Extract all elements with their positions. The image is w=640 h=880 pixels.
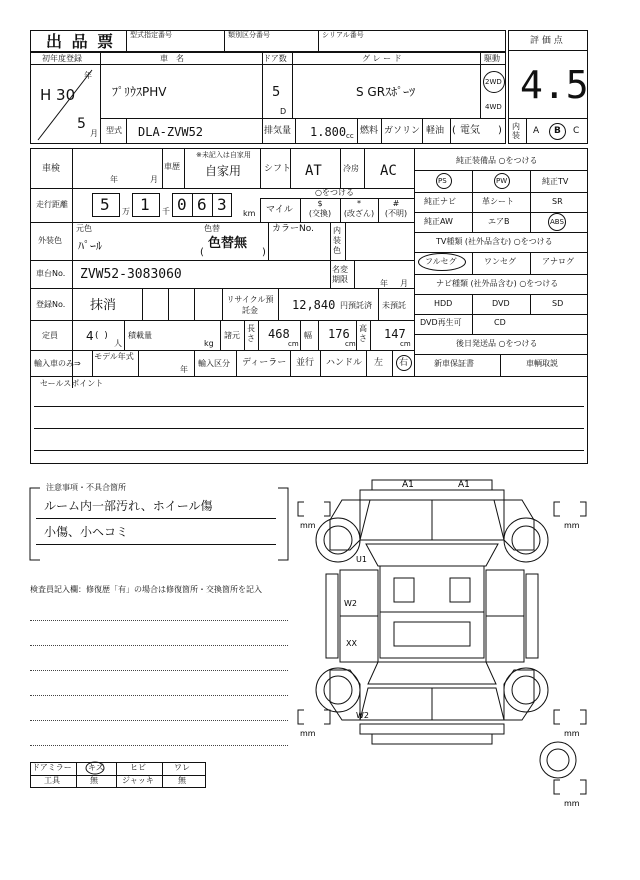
mileage-digit-1: 5 xyxy=(100,195,110,214)
mile-label: マイル xyxy=(266,205,293,215)
mirror-crack: ヒビ xyxy=(130,763,146,772)
shift-label: シフト xyxy=(264,164,292,174)
tamper-symbol: * xyxy=(357,199,361,208)
flaw-circle-mark xyxy=(84,761,106,775)
int-color-label: 内装色 xyxy=(333,226,341,255)
height-unit: cm xyxy=(400,340,411,348)
interior-a: A xyxy=(533,126,540,136)
dims-label: 諸元 xyxy=(224,331,240,340)
equip-aw: 純正AW xyxy=(424,217,453,226)
length-unit: cm xyxy=(288,340,299,348)
month-unit: 月 xyxy=(90,129,98,138)
interior-b: B xyxy=(554,126,561,136)
mm-front-right: mm xyxy=(564,521,580,530)
drive-2wd: 2WD xyxy=(485,78,502,86)
door-type: D xyxy=(280,107,287,116)
mileage-man-unit: 万 xyxy=(122,207,130,216)
model-code: DLA-ZVW52 xyxy=(138,125,204,139)
handle-label: ハンドル xyxy=(326,358,363,368)
mark-u1: U1 xyxy=(356,555,367,564)
fuel-electric: 電気 xyxy=(460,125,480,136)
equip-tv: 純正TV xyxy=(542,177,569,186)
fuel-gasoline: ガソリン xyxy=(384,126,421,136)
mileage-digit-5: 3 xyxy=(217,195,227,214)
color-change-value: 色替無 xyxy=(208,236,248,251)
recycle-unit: 円預託済 xyxy=(340,301,372,310)
length-value: 468 xyxy=(268,327,290,341)
equipment-title: 純正装備品 ○をつける xyxy=(456,156,538,165)
first-reg-label: 初年度登録 xyxy=(42,54,82,63)
sales-point-label: セールスポイント xyxy=(40,379,104,388)
category-label: 類別区分番号 xyxy=(228,31,270,39)
score-label: 評 価 点 xyxy=(530,36,563,46)
name-change-label: 名変期限 xyxy=(332,265,348,284)
mileage-digit-4: 6 xyxy=(197,195,207,214)
tv-analog: アナログ xyxy=(542,257,574,266)
chassis-label: 車台No. xyxy=(36,269,66,278)
doors-label: ドア数 xyxy=(263,54,287,63)
recycle-label: リサイクル預託金 xyxy=(226,295,274,315)
mark-a1-left: A1 xyxy=(402,480,414,490)
cc-unit: cc xyxy=(346,132,354,140)
swap-label: (交換) xyxy=(308,209,332,218)
drive-4wd: 4WD xyxy=(485,103,502,111)
page-title: 出 品 票 xyxy=(46,32,116,51)
load-label: 積載量 xyxy=(128,331,152,340)
tv-fullseg: フルセグ xyxy=(425,257,457,266)
ac-value: AC xyxy=(380,163,397,179)
load-unit: kg xyxy=(204,339,214,348)
swap-symbol: $ xyxy=(317,199,323,208)
mileage-circle-note: ○をつける xyxy=(315,188,354,197)
notes-label: 注意事項・不具合箇所 xyxy=(46,483,126,492)
unknown-symbol: # xyxy=(392,199,400,208)
mark-w2-low: W2 xyxy=(356,711,369,720)
fuel-other-open: ( xyxy=(452,125,456,136)
recycle-none: 未預託 xyxy=(382,301,406,310)
interior-c: C xyxy=(573,126,580,136)
notes-bracket xyxy=(28,484,290,564)
mirror-flaw: キズ xyxy=(88,763,104,772)
displacement: 1.800 xyxy=(310,125,347,139)
jack-label: ジャッキ xyxy=(122,776,154,785)
car-name: ﾌﾟﾘｳｽPHV xyxy=(112,85,167,99)
name-change-year: 年 xyxy=(380,279,388,288)
navi-hdd: HDD xyxy=(434,299,453,308)
door-mirror-label: ドアミラー xyxy=(32,763,72,772)
unknown-label: (不明) xyxy=(384,209,408,218)
mirror-break: ワレ xyxy=(174,763,190,772)
tamper-label: (改ざん) xyxy=(343,209,375,218)
inspection-year-unit: 年 xyxy=(110,175,118,184)
orig-color-value: ﾊﾟｰﾙ xyxy=(78,239,103,253)
door-count: 5 xyxy=(272,85,281,100)
grade-label: グ レ ー ド xyxy=(362,54,402,63)
serial-label: シリアル番号 xyxy=(322,31,364,39)
width-label: 幅 xyxy=(304,331,312,340)
color-paren-close: ) xyxy=(262,247,266,258)
mm-spare: mm xyxy=(564,799,580,808)
mileage-label: 走行距離 xyxy=(36,200,68,209)
model-label: 型式 xyxy=(106,126,122,135)
capacity-value: 4 xyxy=(86,329,94,343)
orig-color-label: 元色 xyxy=(76,224,92,233)
car-name-label: 車 名 xyxy=(160,54,184,63)
mileage-sen-unit: 千 xyxy=(162,207,170,216)
equip-leather: 革シート xyxy=(482,197,514,206)
evaluation-score: 4.5 xyxy=(520,63,589,107)
model-year-label: モデル年式 xyxy=(94,352,134,361)
capacity-unit: 人 xyxy=(114,339,122,348)
equip-abs: ABS xyxy=(550,218,564,226)
jack-value: 無 xyxy=(178,776,186,785)
equip-ps: PS xyxy=(438,177,447,185)
equip-navi: 純正ナビ xyxy=(424,197,456,206)
fuel-label: 燃料 xyxy=(360,126,379,136)
mileage-digit-2: 1 xyxy=(140,195,150,214)
name-change-month: 月 xyxy=(400,279,408,288)
handle-right: 右 xyxy=(399,358,409,368)
navi-dvd: DVD xyxy=(492,299,510,308)
dvd-playback: DVD再生可 xyxy=(420,318,462,327)
history-value: 自家用 xyxy=(205,164,242,178)
equip-airbag: エアB xyxy=(488,217,510,226)
reg-label: 登録No. xyxy=(36,300,66,309)
navi-sd: SD xyxy=(552,299,564,308)
handle-left: 左 xyxy=(374,358,384,368)
tools-label: 工具 xyxy=(44,776,60,785)
notes-line-1: ルーム内一部汚れ、ホイール傷 xyxy=(44,499,213,513)
inspection-label: 車検 xyxy=(42,164,61,174)
height-value: 147 xyxy=(384,327,406,341)
mark-a1-right: A1 xyxy=(458,480,470,490)
shift-value: AT xyxy=(305,163,322,179)
mileage-digit-3: 0 xyxy=(177,195,187,214)
color-paren-open: ( xyxy=(200,247,204,258)
length-label: 長さ xyxy=(247,324,255,343)
history-label: 車歴 xyxy=(164,162,180,171)
ext-color-label: 外装色 xyxy=(38,236,62,245)
equip-pw: PW xyxy=(496,177,508,185)
later-shipment-title: 後日発送品 ○をつける xyxy=(456,339,538,348)
equip-sr: SR xyxy=(552,197,563,206)
fuel-diesel: 軽油 xyxy=(426,126,445,136)
mileage-km-unit: km xyxy=(243,209,256,218)
reg-value: 抹消 xyxy=(90,298,117,313)
year-unit: 年 xyxy=(84,71,92,80)
import-type-label: 輸入区分 xyxy=(198,359,230,368)
tv-oneseg: ワンセグ xyxy=(484,257,516,266)
grade-value: S GRｽﾎﾟｰﾂ xyxy=(356,85,416,99)
interior-label: 内装 xyxy=(512,122,520,140)
mileage-digits xyxy=(92,191,240,219)
inspection-month-unit: 月 xyxy=(150,175,158,184)
displacement-label: 排気量 xyxy=(264,126,292,136)
color-change-label: 色替 xyxy=(204,224,220,233)
mm-front-left: mm xyxy=(300,521,316,530)
cd-label: CD xyxy=(494,318,506,327)
first-reg-year: H 30 xyxy=(40,86,76,104)
mm-rear-left: mm xyxy=(300,729,316,738)
notes-line-2: 小傷、小ヘコミ xyxy=(44,525,129,539)
import-parallel: 並行 xyxy=(296,358,315,368)
height-label: 高さ xyxy=(359,324,367,343)
fuel-other-close: ) xyxy=(498,125,502,136)
width-unit: cm xyxy=(345,340,356,348)
width-value: 176 xyxy=(328,327,350,341)
capacity-label: 定員 xyxy=(42,331,58,340)
vehicle-manual: 車輌取説 xyxy=(526,359,558,368)
chassis-number: ZVW52-3083060 xyxy=(80,267,182,282)
drive-label: 駆動 xyxy=(484,54,500,63)
type-designation-label: 型式指定番号 xyxy=(130,31,172,39)
recycle-amount: 12,840 xyxy=(292,298,336,312)
navi-type-title: ナビ種類 (社外品含む) ○をつける xyxy=(436,279,559,288)
history-note: ※未記入は自家用 xyxy=(196,151,251,159)
new-car-warranty: 新車保証書 xyxy=(434,359,474,368)
inspector-note-label: 検査員記入欄：修復歴「有」の場合は修復箇所・交換箇所を記入 xyxy=(30,585,262,594)
import-dealer: ディーラー xyxy=(242,358,287,368)
import-label: 輸入車のみ⇒ xyxy=(34,359,81,368)
model-year-unit: 年 xyxy=(180,365,188,374)
first-reg-month: 5 xyxy=(77,116,86,132)
mm-rear-right: mm xyxy=(564,729,580,738)
tools-value: 無 xyxy=(90,776,98,785)
mark-w2-mid: W2 xyxy=(344,599,357,608)
color-no-label: カラーNo. xyxy=(272,224,314,234)
tv-type-title: TV種類 (社外品含む) ○をつける xyxy=(436,237,553,246)
car-damage-diagram xyxy=(290,470,590,810)
mark-xx: XX xyxy=(346,639,357,648)
capacity-paren: ( ) xyxy=(95,331,108,341)
ac-label: 冷房 xyxy=(343,164,359,173)
